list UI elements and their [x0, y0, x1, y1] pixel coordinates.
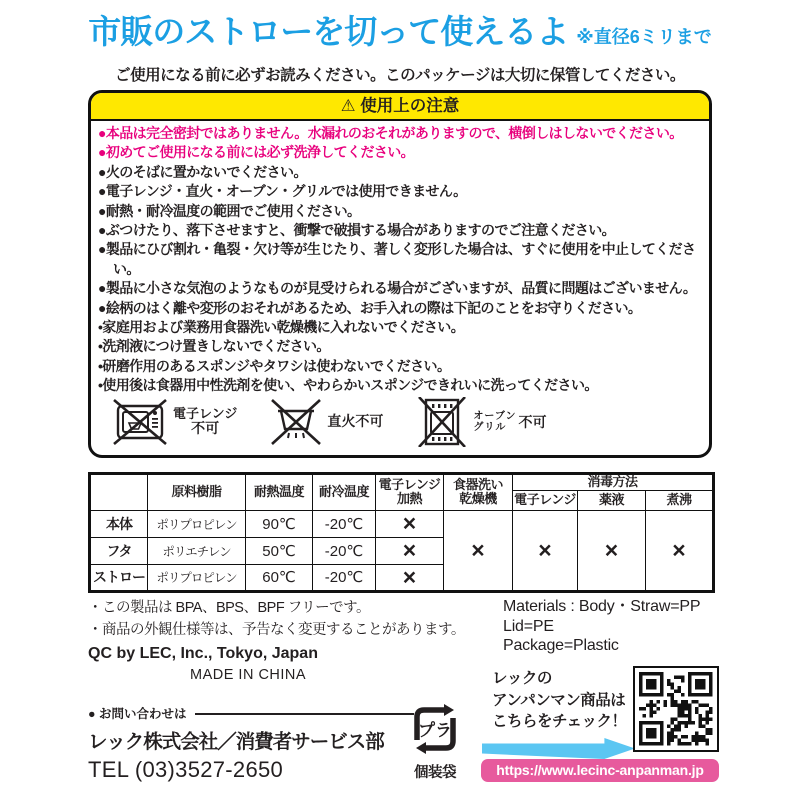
cell-cold: -20℃ [313, 537, 376, 564]
cell-heat: 90℃ [246, 510, 313, 537]
product-notes [88, 598, 465, 641]
cell-material: ポリエチレン [148, 537, 246, 564]
promo-line: アンパンマン商品は [492, 691, 626, 709]
col-header-heat: 耐熱温度 [246, 474, 313, 511]
cell-heat: 50℃ [246, 537, 313, 564]
prohibition-label-lines [473, 411, 516, 433]
caution-item: ●耐熱・耐冷温度の範囲でご使用ください。 [98, 202, 361, 219]
cell-heat: 60℃ [246, 564, 313, 591]
note-bpa-free: ・この製品は BPA、BPS、BPF フリーです。 [88, 600, 370, 616]
caution-item: ●初めてご使用になる前には必ず洗浄してください。 [98, 144, 415, 161]
pla-mark-text: プラ [418, 721, 452, 740]
cell-microwave-heat: × [376, 564, 444, 591]
anpanman-promo-text [492, 668, 627, 733]
cell-dishwasher-merged: × [444, 510, 513, 591]
caution-item: ●ぶつけたり、落下させますと、衝撃で破損する場合がありますのでご注意ください。 [98, 222, 616, 239]
arrow-right-icon [482, 738, 635, 759]
materials-line: Materials : Body・Straw=PP [503, 598, 701, 615]
col-header-disinfect-microwave: 電子レンジ [513, 490, 578, 510]
company-name: レック株式会社／消費者サービス部 [88, 731, 384, 753]
promo-line: こちらをチェック！ [492, 713, 627, 730]
caution-subitem: •使用後は食器用中性洗剤を使い、やわらかいスポンジできれいに洗ってください。 [98, 377, 598, 394]
pla-recycle-icon [407, 704, 463, 754]
prohibition-oven-grill [417, 397, 546, 447]
cell-part: ストロー [90, 564, 148, 591]
col-header-cold: 耐冷温度 [313, 474, 376, 511]
prohibition-label-line: グリル [473, 422, 507, 433]
contact-heading-label: ● お問い合わせは [88, 707, 187, 721]
materials-english-block [503, 597, 700, 656]
open-flame-crossed-icon [271, 399, 321, 445]
col-header-part [90, 474, 148, 511]
col-header-material: 原料樹脂 [148, 474, 246, 511]
header-line: 乾燥機 [459, 491, 497, 507]
cell-part: 本体 [90, 510, 148, 537]
header-line: 加熱 [396, 491, 422, 507]
caution-subitem: •洗剤液につけ置きしないでください。 [98, 338, 330, 355]
oven-grill-crossed-icon [417, 397, 467, 447]
cell-part: フタ [90, 537, 148, 564]
page-title-row [0, 6, 800, 53]
cell-microwave-heat: × [376, 510, 444, 537]
plastic-recycle-mark [407, 704, 463, 782]
caution-subitem: •家庭用および業務用食器洗い乾燥機に入れないでください。 [98, 319, 465, 336]
phone-number: TEL (03)3527-2650 [88, 757, 284, 782]
contact-heading [88, 704, 414, 722]
materials-line: Lid=PE [503, 617, 554, 635]
caution-item: ●本品は完全密封ではありません。水漏れのおそれがありますので、横倒しはしないでください。 [98, 125, 683, 141]
caution-subitem: •研磨作用のあるスポンジやタワシは使わないでください。 [98, 357, 451, 374]
prohibition-label-line: 電子レンジ [173, 406, 238, 422]
made-in-line: MADE IN CHINA [190, 667, 307, 683]
caution-item: ●製品にひび割れ・亀裂・欠け等が生じたり、著しく変形した場合は、すぐに使用を中止してください。 [98, 241, 696, 277]
prohibition-label [473, 411, 546, 433]
prohibition-label-line: 不可 [518, 414, 547, 430]
contact-heading-rule [195, 713, 414, 715]
cell-microwave-heat: × [376, 537, 444, 564]
cell-cold: -20℃ [313, 510, 376, 537]
prohibition-label-line: 不可 [191, 420, 220, 437]
prohibition-microwave [113, 399, 237, 445]
note-spec-change: ・商品の外観仕様等は、予告なく変更することがあります。 [88, 621, 465, 638]
col-header-boil: 煮沸 [646, 490, 714, 510]
cell-boil-merged: × [646, 510, 714, 591]
materials-line: Package=Plastic [503, 637, 619, 654]
table-row-body [90, 510, 714, 537]
recycle-mark-label: 個装袋 [414, 765, 456, 781]
warning-triangle-icon: ⚠ [340, 97, 356, 115]
microwave-crossed-icon [113, 399, 167, 445]
caution-list [91, 121, 709, 396]
prohibition-label-line: オーブン [473, 411, 517, 422]
cell-material: ポリプロピレン [148, 564, 246, 591]
cell-disinfect-microwave-merged: × [513, 510, 578, 591]
read-before-use-notice: ご使用になる前に必ずお読みください。このパッケージは大切に保管してください。 [115, 67, 685, 84]
col-header-dishwasher [444, 474, 513, 511]
usage-caution-box [88, 90, 712, 458]
col-header-microwave-heat [376, 474, 444, 511]
caution-item: ●火のそばに置かないでください。 [98, 163, 307, 180]
prohibition-icons-row [113, 397, 546, 447]
prohibition-label [173, 407, 237, 437]
promo-line: レックの [492, 670, 552, 687]
caution-item: ●電子レンジ・直火・オーブン・グリルでは使用できません。 [98, 183, 467, 200]
qr-code [633, 666, 719, 752]
contact-block [88, 704, 414, 783]
prohibition-open-flame [271, 399, 383, 445]
col-header-chemical: 薬液 [578, 490, 646, 510]
cell-chemical-merged: × [578, 510, 646, 591]
promo-url-badge: https://www.lecinc-anpanman.jp [481, 759, 719, 782]
qc-origin-line: QC by LEC, Inc., Tokyo, Japan [88, 645, 318, 662]
caution-item: ●絵柄のはく離や変形のおそれがあるため、お手入れの際は下記のことをお守りください。 [98, 299, 642, 316]
caution-box-title: 使用上の注意 [360, 97, 460, 115]
caution-box-header [91, 93, 709, 121]
cell-cold: -20℃ [313, 564, 376, 591]
prohibition-label: 直火不可 [327, 413, 384, 430]
header-line: 電子レンジ [378, 476, 441, 492]
caution-item: ●製品に小さな気泡のようなものが見受けられる場合がございますが、品質に問題はございません。 [98, 280, 697, 297]
page-title-note: ※直径6ミリまで [576, 27, 712, 47]
page-title: 市販のストローを切って使えるよ [88, 13, 569, 50]
material-spec-table [88, 472, 715, 593]
header-line: 食器洗い [452, 476, 503, 492]
cell-material: ポリプロピレン [148, 510, 246, 537]
col-header-disinfect-group: 消毒方法 [513, 474, 714, 491]
